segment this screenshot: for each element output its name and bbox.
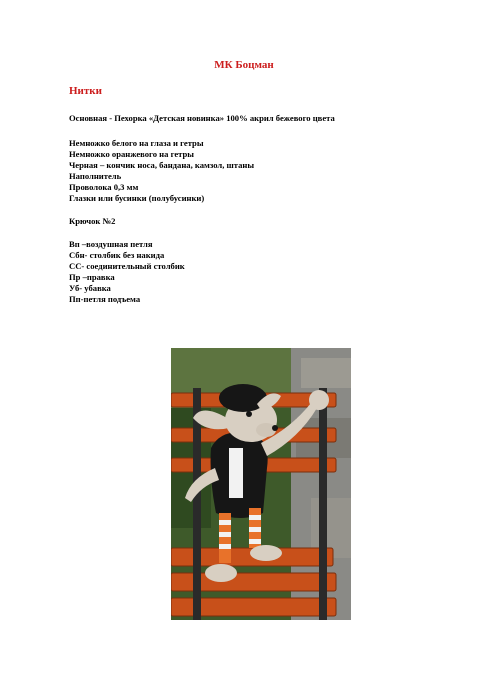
main-yarn-line: Основная - Пехорка «Детская новинка» 100% акрил бежевого цвета — [69, 113, 335, 123]
abbreviation-line: Пр –правка — [69, 272, 115, 282]
abbreviation-line: Сбн- столбик без накида — [69, 250, 165, 260]
abbreviation-line: Уб- убавка — [69, 283, 111, 293]
material-line: Глазки или бусинки (полубусинки) — [69, 193, 205, 203]
material-line: Наполнитель — [69, 171, 122, 181]
hook-line: Крючок №2 — [69, 216, 116, 226]
photo-illustration — [171, 348, 351, 620]
section-heading: Нитки — [69, 85, 102, 97]
crocheted-toy-photo — [171, 348, 351, 620]
material-line: Черная – кончик носа, бандана, камзол, штаны — [69, 160, 255, 170]
document-title: МК Боцман — [214, 59, 274, 71]
abbreviation-line: Пп-петля подъема — [69, 294, 141, 304]
material-line: Проволока 0,3 мм — [69, 182, 139, 192]
abbreviation-line: Вп –воздушная петля — [69, 239, 153, 249]
abbreviation-line: СС- соединительный столбик — [69, 261, 185, 271]
material-line: Немножко белого на глаза и гетры — [69, 138, 204, 148]
material-line: Немножко оранжевого на гетры — [69, 149, 194, 159]
